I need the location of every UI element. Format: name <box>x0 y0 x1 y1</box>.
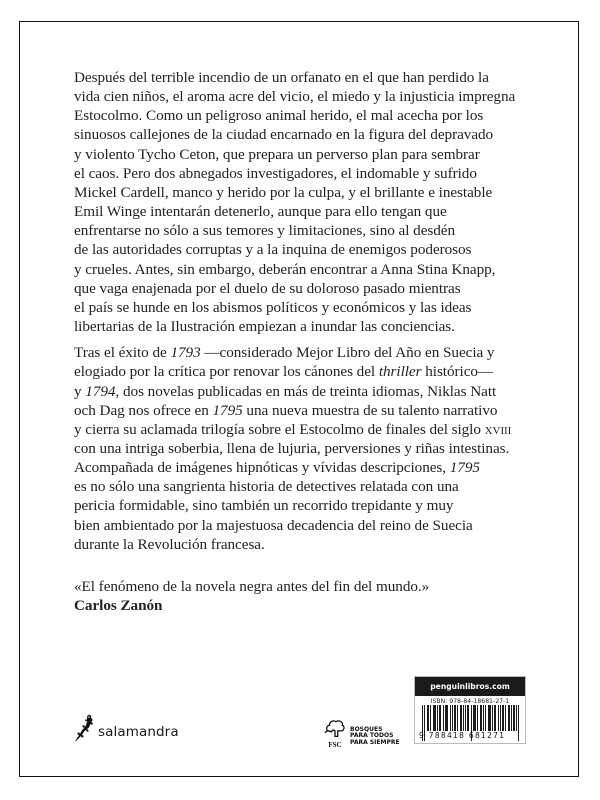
synopsis-paragraph-1 <box>74 68 574 336</box>
text-line <box>74 343 574 362</box>
text-line <box>74 458 574 477</box>
barcode-bar <box>445 705 446 731</box>
barcode-bar <box>502 705 503 731</box>
barcode-bar <box>488 705 489 731</box>
blurb-author: Carlos Zanón <box>74 597 163 615</box>
barcode-bar <box>461 705 462 731</box>
barcode-digits: 9 788418 681271 <box>419 731 506 740</box>
text-line: con una intriga soberbia, llena de lujuria, perversiones y riñas intestinas. <box>74 439 510 457</box>
fsc-slogan-line: BOSQUES <box>350 725 383 733</box>
barcode-bar <box>467 705 468 731</box>
text-line: el caos. Pero dos abnegados investigadores, el indomable y sufrido <box>74 164 477 182</box>
text-line <box>74 382 574 401</box>
barcode-bar <box>508 705 509 731</box>
text-line: el país se hunde en los abismos políticos y económicos y las ideas <box>74 298 472 316</box>
back-cover-text <box>74 68 574 615</box>
text-run: och Dag nos ofrece en <box>74 401 213 419</box>
barcode-bar <box>474 705 475 731</box>
text-line: es no sólo una sangrienta historia de detectives relatada con una <box>74 478 459 496</box>
book-title-1795: 1795 <box>449 459 480 477</box>
blurb <box>74 577 574 615</box>
barcode-bar <box>428 705 429 731</box>
salamander-icon <box>74 713 96 743</box>
barcode-bar <box>447 705 448 731</box>
barcode-bar <box>460 705 461 731</box>
barcode-bar <box>433 705 434 731</box>
barcode-bar <box>468 705 469 731</box>
text-line <box>74 401 574 420</box>
blurb-quote: «El fenómeno de la novela negra antes del fin del mundo.» <box>74 577 430 595</box>
text-run: Acompañada de imágenes hipnóticas y vívidas descripciones, <box>74 459 450 477</box>
barcode-bar <box>511 705 512 731</box>
text-line: y crueles. Antes, sin embargo, deberán encontrar a Anna Stina Knapp, <box>74 260 496 278</box>
text-run: Tras el éxito de <box>74 344 171 362</box>
text-run: histórico— <box>421 363 494 381</box>
text-run: y <box>74 382 86 400</box>
text-run: una nueva muestra de su talento narrativo <box>242 401 498 419</box>
barcode-bar <box>480 705 481 731</box>
barcode-bar <box>434 705 435 731</box>
book-title-1793: 1793 <box>170 344 201 362</box>
fsc-label: FSC <box>328 741 342 749</box>
text-line: pericia formidable, sino también un recorrido trepidante y muy <box>74 497 454 515</box>
barcode-bar <box>481 705 482 731</box>
barcode-bar <box>439 705 440 731</box>
text-line: Mickel Cardell, manco y herido por la culpa, y el brillante e inestable <box>74 183 493 201</box>
barcode-bar <box>446 705 447 731</box>
publisher-logo <box>74 713 179 743</box>
text-line: libertarias de la Ilustración empiezan a inundar las conciencias. <box>74 318 455 336</box>
text-run: elogiado por la crítica por renovar los cánones del <box>74 363 379 381</box>
text-run: y cierra su aclamada trilogía sobre el Estocolmo de finales del siglo <box>74 420 485 438</box>
barcode-bar <box>475 705 476 731</box>
barcode-bar <box>477 705 478 731</box>
barcode-bar <box>463 705 464 731</box>
text-line: que vaga enajenada por el duelo de su doloroso pasado mientras <box>74 279 461 297</box>
barcode-bar <box>492 705 493 731</box>
text-line: de las autoridades corruptas y a la inquina de enemigos poderosos <box>74 241 472 259</box>
book-title-1794: 1794 <box>85 382 116 400</box>
barcode-bar <box>454 705 455 731</box>
barcode-bar <box>494 705 495 731</box>
isbn-barcode-block <box>414 676 526 744</box>
barcode-bar <box>450 705 451 731</box>
barcode-bar <box>473 705 474 731</box>
italic-term: thriller <box>378 363 422 381</box>
barcode-bar <box>489 705 490 731</box>
fsc-slogan-line: PARA SIEMPRE <box>350 739 400 747</box>
barcode-bar <box>452 705 453 731</box>
synopsis-paragraph-2 <box>74 343 574 554</box>
text-run: —considerado Mejor Libro del Año en Suecia y <box>200 344 495 362</box>
barcode-bar <box>509 705 510 731</box>
text-line: sinuosos callejones de la ciudad encarnado en la figura del depravado <box>74 126 494 144</box>
barcode-bar <box>513 705 514 731</box>
barcode-bar <box>435 705 436 731</box>
barcode-bar <box>465 705 466 731</box>
barcode-bar <box>483 705 484 731</box>
barcode-bar <box>495 705 496 731</box>
text-line: Después del terrible incendio de un orfanato en el que han perdido la <box>74 69 489 86</box>
barcode-bar <box>500 705 501 731</box>
publisher-name: salamandra <box>98 724 179 740</box>
book-title-1795: 1795 <box>212 401 243 419</box>
barcode-bar <box>503 705 504 731</box>
fsc-slogan-line: PARA TODOS <box>350 732 394 740</box>
text-line: bien ambientado por la majestuosa decadencia del reino de Suecia <box>74 516 473 534</box>
barcode-bar <box>430 705 431 731</box>
isbn-number: ISBN: 978-84-18681-27-1 <box>430 698 510 705</box>
barcode-bar <box>427 705 428 731</box>
fsc-slogan <box>350 727 400 747</box>
text-line: y violento Tycho Ceton, que prepara un perverso plan para sembrar <box>74 145 480 163</box>
text-line: Estocolmo. Como un peligroso animal herido, el mal acecha por los <box>74 107 484 125</box>
barcode-bar <box>457 705 458 731</box>
barcode-bar <box>514 705 515 731</box>
text-line: Emil Winge intentarán detenerlo, aunque para ello tengan que <box>74 203 447 221</box>
barcode-bar <box>443 705 444 731</box>
barcode-bar <box>455 705 456 731</box>
publisher-website: penguinlibros.com <box>415 677 525 696</box>
barcode-bar <box>440 705 441 731</box>
barcode-bar <box>485 705 486 731</box>
fsc-logo <box>323 718 400 748</box>
text-run: , dos novelas publicadas en más de treinta idiomas, Niklas Natt <box>115 382 497 400</box>
barcode-bar <box>437 705 438 731</box>
text-line: durante la Revolución francesa. <box>74 535 265 553</box>
century-numeral: xviii <box>484 420 512 438</box>
barcode-bar <box>490 705 491 731</box>
tree-icon <box>323 718 347 748</box>
barcode-bar <box>498 705 499 731</box>
text-line <box>74 420 574 439</box>
text-line: enfrentarse no sólo a sus temores y limitaciones, sino al desdén <box>74 222 456 240</box>
barcode-bar <box>516 705 517 731</box>
barcode-bar <box>505 705 506 731</box>
text-line: vida cien niños, el aroma acre del vicio, el miedo y la injusticia impregna <box>74 88 516 106</box>
text-line <box>74 362 574 381</box>
